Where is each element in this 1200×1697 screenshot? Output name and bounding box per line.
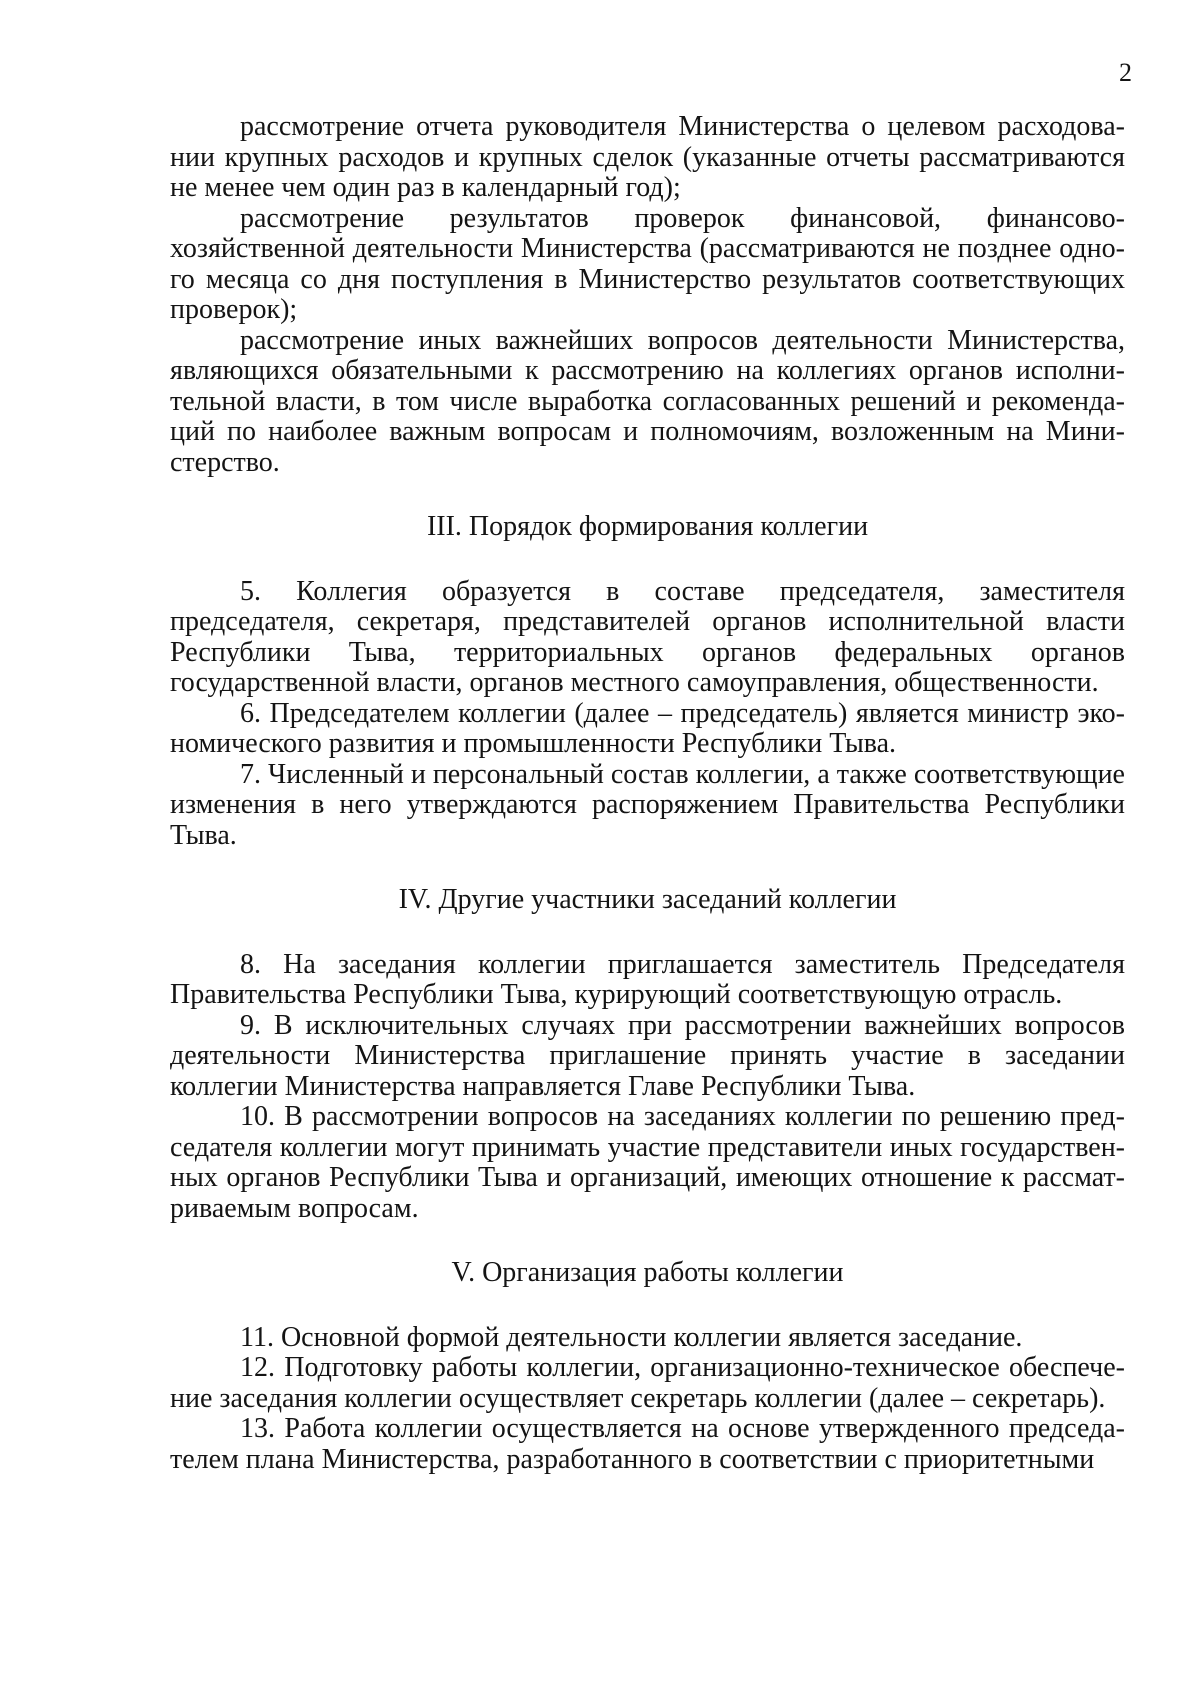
clause-12: 12. Подготовку работы коллегии, организационно-техническое обеспечение заседания коллегии осуществляет секретарь коллегии (далее – секретарь).	[170, 1352, 1125, 1414]
clause-9: 9. В исключительных случаях при рассмотрении важнейших вопросов деятельности Министерства приглашение принять участие в заседании коллегии Министерства направляется Главе Республики Тыва.	[170, 1009, 1125, 1102]
clause-7: 7. Численный и персональный состав коллегии, а также соответствующие изменения в него утверждаются распоряжением Правительства Республики Тыва.	[170, 758, 1125, 851]
clause-6: 6. Председателем коллегии (далее – председатель) является министр экономического развития и промышленности Республики Тыва.	[170, 697, 1125, 759]
page-number: 2	[1119, 58, 1132, 87]
clause-8: 8. На заседания коллегии приглашается заместитель Председателя Правительства Республики Тыва, курирующий соответствующую отрасль.	[170, 948, 1125, 1010]
section-heading: III. Порядок формирования коллегии	[426, 511, 869, 542]
intro-block	[170, 112, 1125, 478]
intro-paragraph-2: рассмотрение результатов проверок финансовой, финансово-хозяйственной деятельности Министерства (рассматриваются не позднее одного месяца со дня поступления в Министерство результатов соответствующих проверок);	[170, 202, 1125, 325]
section-heading: IV. Другие участники заседаний коллегии	[398, 884, 897, 915]
section-heading: V. Организация работы коллегии	[451, 1257, 844, 1288]
clause-11: 11. Основной формой деятельности коллегии является заседание.	[240, 1321, 1023, 1353]
document-body	[170, 112, 1125, 1475]
intro-paragraph-3: рассмотрение иных важнейших вопросов деятельности Министерства, являющихся обязательными к рассмотрению на коллегиях органов исполнительной власти, в том числе выработка согласованных решений и рекомендаций по наиболее важным вопросам и полномочиям, возложенным на Министерство.	[170, 324, 1125, 478]
section-v	[170, 1258, 1125, 1475]
section-iv	[170, 885, 1125, 1224]
intro-paragraph-1: рассмотрение отчета руководителя Министерства о целевом расходовании крупных расходов и крупных сделок (указанные отчеты рассматриваются не менее чем один раз в календарный год);	[170, 111, 1125, 203]
clause-10: 10. В рассмотрении вопросов на заседаниях коллегии по решению председателя коллегии могут принимать участие представители иных государственных органов Республики Тыва и организаций, имеющих отношение к рассматриваемым вопросам.	[170, 1101, 1125, 1224]
clause-5: 5. Коллегия образуется в составе председателя, заместителя председателя, секретаря, представителей органов исполнительной власти Республики Тыва, территориальных органов федеральных органов государственной власти, органов местного самоуправления, общественности.	[170, 575, 1125, 698]
section-iii	[170, 512, 1125, 851]
clause-13: 13. Работа коллегии осуществляется на основе утвержденного председателем плана Министерства, разработанного в соответствии с приоритетными	[170, 1413, 1125, 1475]
